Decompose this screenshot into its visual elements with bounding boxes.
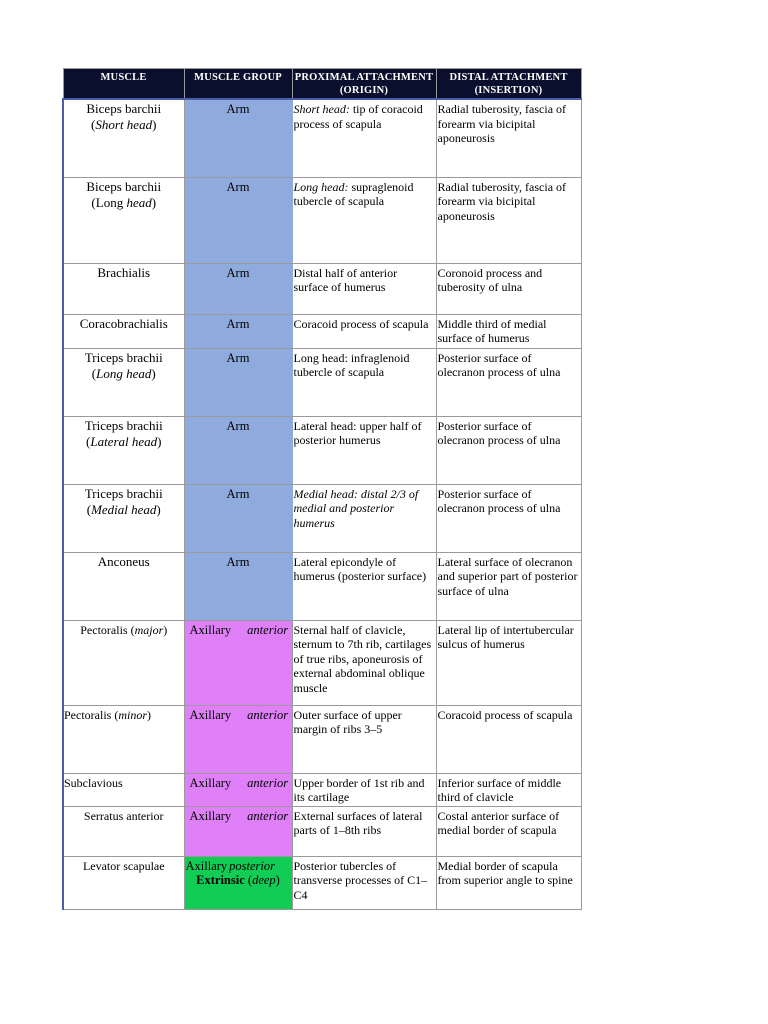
insertion-cell: Coracoid process of scapula bbox=[436, 705, 581, 773]
table-row bbox=[63, 263, 581, 314]
group-cell: Axillary anterior bbox=[184, 806, 292, 856]
muscle-cell: Pectoralis (minor) bbox=[63, 705, 184, 773]
table-row bbox=[63, 177, 581, 263]
muscle-cell: Subclavious bbox=[63, 773, 184, 806]
insertion-cell: Coronoid process and tuberosity of ulna bbox=[436, 263, 581, 314]
header-muscle-group: MUSCLE GROUP bbox=[184, 69, 292, 100]
table-row bbox=[63, 773, 581, 806]
muscle-cell: Serratus anterior bbox=[63, 806, 184, 856]
origin-cell: Distal half of anterior surface of humerus bbox=[292, 263, 436, 314]
table-row bbox=[63, 484, 581, 552]
header-proximal-attachment: PROXIMAL ATTACHMENT (ORIGIN) bbox=[292, 69, 436, 100]
insertion-cell: Posterior surface of olecranon process of ulna bbox=[436, 484, 581, 552]
insertion-cell: Posterior surface of olecranon process of ulna bbox=[436, 348, 581, 416]
muscle-cell: Pectoralis (major) bbox=[63, 620, 184, 705]
insertion-cell: Lateral lip of intertubercular sulcus of humerus bbox=[436, 620, 581, 705]
insertion-cell: Inferior surface of middle third of clavicle bbox=[436, 773, 581, 806]
origin-cell: Sternal half of clavicle, sternum to 7th rib, cartilages of true ribs, aponeurosis of external abdominal oblique muscle bbox=[292, 620, 436, 705]
origin-cell: Short head: tip of coracoid process of scapula bbox=[292, 99, 436, 177]
header-muscle: MUSCLE bbox=[63, 69, 184, 100]
group-cell: Arm bbox=[184, 484, 292, 552]
muscle-cell: Levator scapulae bbox=[63, 856, 184, 909]
muscle-cell: Coracobrachialis bbox=[63, 314, 184, 348]
origin-cell: Lateral epicondyle of humerus (posterior surface) bbox=[292, 552, 436, 620]
group-cell: Arm bbox=[184, 99, 292, 177]
table-row bbox=[63, 856, 581, 909]
insertion-cell: Radial tuberosity, fascia of forearm via bicipital aponeurosis bbox=[436, 177, 581, 263]
table-row bbox=[63, 806, 581, 856]
muscle-cell: Triceps brachii (Medial head) bbox=[63, 484, 184, 552]
origin-cell: Upper border of 1st rib and its cartilage bbox=[292, 773, 436, 806]
origin-cell: Posterior tubercles of transverse processes of C1–C4 bbox=[292, 856, 436, 909]
origin-cell: Coracoid process of scapula bbox=[292, 314, 436, 348]
group-cell: Axillary posterior Extrinsic (deep) bbox=[184, 856, 292, 909]
muscle-cell: Anconeus bbox=[63, 552, 184, 620]
table-row bbox=[63, 314, 581, 348]
header-row bbox=[63, 69, 581, 100]
group-cell: Arm bbox=[184, 552, 292, 620]
muscle-cell: Triceps brachii (Lateral head) bbox=[63, 416, 184, 484]
insertion-cell: Costal anterior surface of medial border of scapula bbox=[436, 806, 581, 856]
table-row bbox=[63, 552, 581, 620]
header-distal-attachment: DISTAL ATTACHMENT (INSERTION) bbox=[436, 69, 581, 100]
table-row bbox=[63, 620, 581, 705]
muscle-cell: Brachialis bbox=[63, 263, 184, 314]
origin-cell: Medial head: distal 2/3 of medial and posterior humerus bbox=[292, 484, 436, 552]
group-cell: Axillary anterior bbox=[184, 620, 292, 705]
group-cell: Axillary anterior bbox=[184, 705, 292, 773]
table-row bbox=[63, 416, 581, 484]
group-cell: Axillary anterior bbox=[184, 773, 292, 806]
group-cell: Arm bbox=[184, 348, 292, 416]
insertion-cell: Middle third of medial surface of humerus bbox=[436, 314, 581, 348]
group-cell: Arm bbox=[184, 416, 292, 484]
table-row bbox=[63, 348, 581, 416]
table-row bbox=[63, 99, 581, 177]
origin-cell: Lateral head: upper half of posterior humerus bbox=[292, 416, 436, 484]
insertion-cell: Posterior surface of olecranon process of ulna bbox=[436, 416, 581, 484]
insertion-cell: Lateral surface of olecranon and superior part of posterior surface of ulna bbox=[436, 552, 581, 620]
muscle-cell: Triceps brachii (Long head) bbox=[63, 348, 184, 416]
table-row bbox=[63, 705, 581, 773]
insertion-cell: Medial border of scapula from superior angle to spine bbox=[436, 856, 581, 909]
group-cell: Arm bbox=[184, 177, 292, 263]
group-cell: Arm bbox=[184, 263, 292, 314]
group-cell: Arm bbox=[184, 314, 292, 348]
origin-cell: Outer surface of upper margin of ribs 3–5 bbox=[292, 705, 436, 773]
origin-cell: External surfaces of lateral parts of 1–8th ribs bbox=[292, 806, 436, 856]
insertion-cell: Radial tuberosity, fascia of forearm via bicipital aponeurosis bbox=[436, 99, 581, 177]
origin-cell: Long head: infraglenoid tubercle of scapula bbox=[292, 348, 436, 416]
muscle-table bbox=[62, 68, 582, 910]
muscle-cell: Biceps barchii (Short head) bbox=[63, 99, 184, 177]
muscle-cell: Biceps barchii (Long head) bbox=[63, 177, 184, 263]
origin-cell: Long head: supraglenoid tubercle of scapula bbox=[292, 177, 436, 263]
